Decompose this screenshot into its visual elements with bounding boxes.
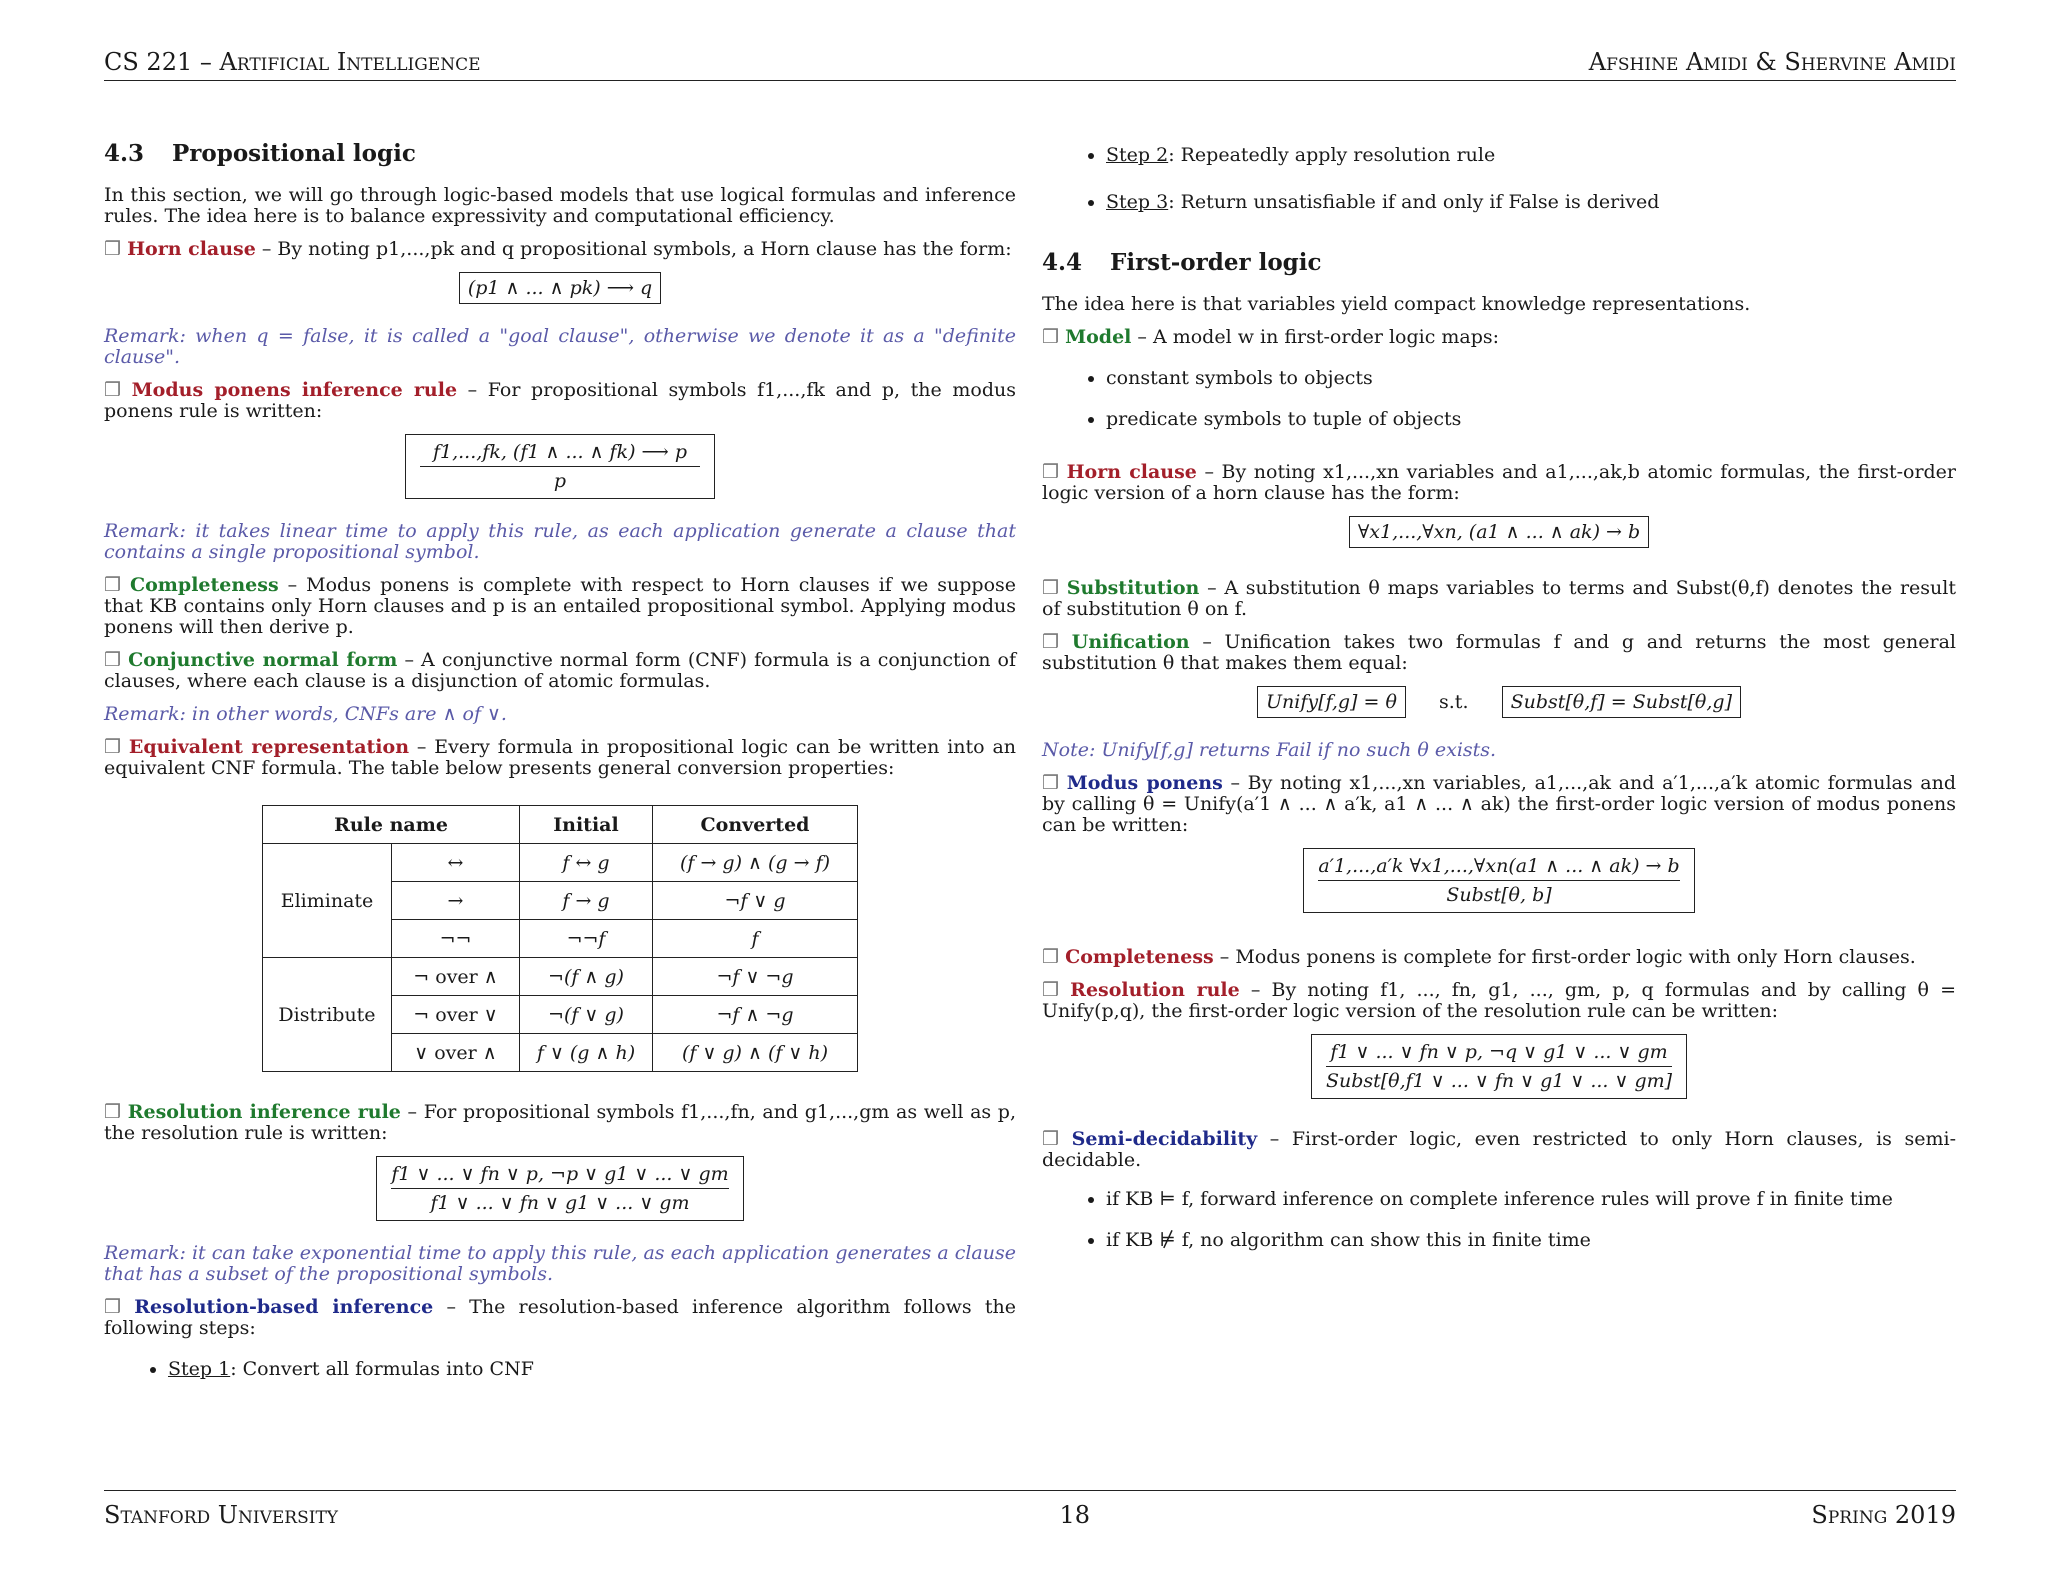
fol-completeness-text: – Modus ponens is complete for first-order logic with only Horn clauses. [1219,946,1916,968]
list-item [168,1359,1016,1380]
remark-linear-time: Remark: it takes linear time to apply this rule, as each application generate a clause that contains a single propositional symbol. [104,520,1016,563]
horn-formula: (p1 ∧ ... ∧ pk) ⟶ q [459,272,661,304]
cell-converted: (f ∨ g) ∧ (f ∨ h) [653,1034,858,1072]
cell-initial: ¬(f ∧ g) [520,958,653,996]
cell-initial: ¬¬f [520,920,653,958]
cell-converted: ¬f ∨ ¬g [653,958,858,996]
checkbox-icon: ❒ [104,574,131,596]
modus-rule-container [104,434,1016,499]
term-semi-decidability: Semi-decidability [1071,1128,1258,1150]
header-converted: Converted [653,806,858,844]
model-list [1042,368,1956,430]
list-item [1106,192,1956,213]
checkbox-icon: ❒ [104,1296,135,1318]
subst-equality-formula: Subst[θ,f] = Subst[θ,g] [1502,686,1741,718]
fol-horn-clause-paragraph [1042,462,1956,504]
section-number: 4.4 [1042,249,1083,276]
semi-decidability-text: – First-order logic, even restricted to only Horn clauses, is semi-decidable. [1042,1128,1956,1171]
fol-modus-ponens-rule [1303,848,1694,913]
rule-conclusion: f1 ∨ ... ∨ fn ∨ g1 ∨ ... ∨ gm [430,1192,690,1214]
list-item: • predicate symbols to tuple of objects [1106,409,1956,430]
equivalent-paragraph [104,737,1016,779]
step-text: : Return unsatisfiable if and only if False is derived [1168,191,1660,213]
list-item [1106,145,1956,166]
cell-converted: (f → g) ∧ (g → f) [653,844,858,882]
checkbox-icon: ❒ [1042,326,1066,348]
steps-list [104,1359,1016,1380]
rule-conclusion: Subst[θ, b] [1446,884,1552,906]
list-item: • constant symbols to objects [1106,368,1956,389]
semi-decidability-paragraph [1042,1129,1956,1171]
remark-cnf: Remark: in other words, CNFs are ∧ of ∨. [104,703,507,725]
unification-text: – Unification takes two formulas f and g and returns the most general substitution θ that makes them equal: [1042,631,1957,674]
left-column [104,140,1016,1400]
term-equivalent-representation: Equivalent representation [128,736,410,758]
unification-formula-container [1042,686,1956,718]
checkbox-icon: ❒ [1042,1128,1072,1150]
fol-resolution-text: – By noting f1, ..., fn, g1, ..., gm, p, q formulas and by calling θ = Unify(p,q), the first-order logic version of the resolution rule can be written: [1042,979,1956,1022]
term-substitution: Substitution [1066,577,1200,599]
list-item: • if KB ⊭ f, no algorithm can show this in finite time [1106,1230,1956,1251]
model-paragraph [1042,327,1956,348]
cnf-text: – A conjunctive normal form (CNF) formula is a conjunction of clauses, where each clause is a disjunction of atomic formulas. [104,649,1016,692]
fol-horn-formula: ∀x1,...,∀xn, (a1 ∧ ... ∧ ak) → b [1349,516,1649,548]
list-item: • if KB ⊨ f, forward inference on complete inference rules will prove f in finite time [1106,1189,1956,1210]
page-number: 18 [1059,1501,1090,1529]
cell-initial: ¬(f ∨ g) [520,996,653,1034]
checkbox-icon: ❒ [1042,946,1066,968]
fol-modus-ponens-paragraph [1042,773,1956,836]
page-header [104,42,1956,81]
unify-formula: Unify[f,g] = θ [1257,686,1406,718]
intro-paragraph: The idea here is that variables yield compact knowledge representations. [1042,293,1751,315]
cell-rule: ¬ over ∧ [392,958,520,996]
rule-conclusion: Subst[θ,f1 ∨ ... ∨ fn ∨ g1 ∨ ... ∨ gm] [1325,1070,1673,1092]
intro-paragraph: In this section, we will go through logic-based models that use logical formulas and inference rules. The idea here is to balance expressivity and computational efficiency. [104,184,1016,227]
step-label: Step 2 [1106,144,1169,166]
checkbox-icon: ❒ [104,736,129,758]
term-horn-clause: Horn clause [127,238,256,260]
term-completeness: Completeness [1065,946,1214,968]
checkbox-icon: ❒ [1042,631,1072,653]
checkbox-icon: ❒ [104,238,128,260]
resolution-rule-paragraph [104,1102,1016,1144]
checkbox-icon: ❒ [1042,461,1067,483]
term-unification: Unification [1071,631,1190,653]
checkbox-icon: ❒ [104,649,129,671]
model-text: – A model w in first-order logic maps: [1137,326,1500,348]
completeness-paragraph [104,575,1016,638]
header-authors: Afshine Amidi & Shervine Amidi [1588,48,1956,76]
checkbox-icon: ❒ [104,1101,128,1123]
cell-initial: f → g [520,882,653,920]
remark-goal-clause: Remark: when q = false, it is called a "goal clause", otherwise we denote it as a "definite clause". [104,325,1016,368]
cell-converted: f [653,920,858,958]
checkbox-icon: ❒ [1042,979,1071,1001]
rule-premises: f1 ∨ ... ∨ fn ∨ p, ¬p ∨ g1 ∨ ... ∨ gm [391,1163,728,1189]
cnf-paragraph [104,650,1016,692]
checkbox-icon: ❒ [1042,772,1067,794]
term-modus-ponens: Modus ponens [1066,772,1223,794]
cell-initial: f ↔ g [520,844,653,882]
rule-premises: f1,...,fk, (f1 ∧ ... ∧ fk) ⟶ p [420,441,700,467]
remark-exponential-time: Remark: it can take exponential time to apply this rule, as each application generates a clause that has a subset of the propositional symbols. [104,1242,1016,1285]
section-title: First-order logic [1110,249,1322,276]
page-footer [104,1490,1956,1529]
section-number: 4.3 [104,140,145,167]
resolution-rule-text: – For propositional symbols f1,...,fn, and g1,...,gm as well as p, the resolution rule is written: [104,1101,1017,1144]
cell-rule: ∨ over ∧ [392,1034,520,1072]
cell-rule: ↔ [392,844,520,882]
modus-ponens-text: – For propositional symbols f1,...,fk and p, the modus ponens rule is written: [104,379,1016,422]
checkbox-icon: ❒ [1042,577,1067,599]
table-row [263,958,858,996]
table-header-row [263,806,858,844]
substitution-paragraph [1042,578,1956,620]
table-row [263,844,858,882]
term-horn-clause: Horn clause [1066,461,1197,483]
horn-clause-paragraph [104,239,1016,260]
right-column [1042,145,1956,1271]
resolution-based-text: – The resolution-based inference algorithm follows the following steps: [104,1296,1017,1339]
unification-paragraph [1042,632,1956,674]
header-rule-name: Rule name [263,806,520,844]
horn-formula-container [104,272,1016,304]
fol-resolution-rule [1311,1034,1687,1099]
modus-ponens-paragraph [104,380,1016,422]
term-cnf: Conjunctive normal form [128,649,398,671]
horn-clause-text: – By noting p1,...,pk and q propositional symbols, a Horn clause has the form: [261,238,1012,260]
section-title: Propositional logic [172,140,416,167]
equivalent-text: – Every formula in propositional logic can be written into an equivalent CNF formula. The table below presents general conversion properties: [104,736,1017,779]
such-that-label: s.t. [1439,691,1469,713]
term-model: Model [1065,326,1132,348]
footer-term: Spring 2019 [1811,1501,1956,1529]
footer-university: Stanford University [104,1501,339,1529]
cell-rule: ¬ over ∨ [392,996,520,1034]
fol-completeness-paragraph [1042,947,1956,968]
header-initial: Initial [520,806,653,844]
rule-conclusion: p [553,470,567,492]
rule-premises: a′1,...,a′k ∀x1,...,∀xn(a1 ∧ ... ∧ ak) → b [1318,855,1679,881]
fol-horn-formula-container [1042,516,1956,548]
fol-modus-ponens-text: – By noting x1,...,xn variables, a1,...,ak and a′1,...,a′k atomic formulas and by calling θ = Unify(a′1 ∧ ... ∧ a′k, a1 ∧ ... ∧ ak) the first-order logic version of modus ponens can be written: [1042,772,1956,836]
steps-list-continued [1042,145,1956,213]
step-text: : Repeatedly apply resolution rule [1168,144,1496,166]
fol-horn-clause-text: – By noting x1,...,xn variables and a1,...,ak,b atomic formulas, the first-order logic version of a horn clause has the form: [1042,461,1957,504]
header-course: CS 221 – Artificial Intelligence [104,48,481,76]
fol-modus-rule-container [1042,848,1956,913]
group-eliminate: Eliminate [263,844,392,958]
resolution-rule-container [104,1156,1016,1221]
term-completeness: Completeness [130,574,279,596]
fol-resolution-rule-container [1042,1034,1956,1099]
term-modus-ponens: Modus ponens inference rule [131,379,458,401]
modus-ponens-rule [405,434,715,499]
section-heading-4-3 [104,140,1016,167]
term-resolution-rule: Resolution rule [1070,979,1240,1001]
cell-initial: f ∨ (g ∧ h) [520,1034,653,1072]
step-label: Step 1 [168,1358,231,1380]
fol-resolution-paragraph [1042,980,1956,1022]
completeness-text: – Modus ponens is complete with respect to Horn clauses if we suppose that KB contains only Horn clauses and p is an entailed propositional symbol. Applying modus ponens will then derive p. [104,574,1017,638]
note-unify-fail: Note: Unify[f,g] returns Fail if no such θ exists. [1042,739,1497,761]
substitution-text: – A substitution θ maps variables to terms and Subst(θ,f) denotes the result of substitution θ on f. [1042,577,1956,620]
group-distribute: Distribute [263,958,392,1072]
semi-decidability-list [1042,1189,1956,1251]
cell-converted: ¬f ∧ ¬g [653,996,858,1034]
term-resolution-based-inference: Resolution-based inference [134,1296,434,1318]
cell-rule: → [392,882,520,920]
conversion-table-container [104,805,1016,1072]
step-text: : Convert all formulas into CNF [230,1358,534,1380]
checkbox-icon: ❒ [104,379,132,401]
rule-premises: f1 ∨ ... ∨ fn ∨ p, ¬q ∨ g1 ∨ ... ∨ gm [1326,1041,1672,1067]
step-label: Step 3 [1106,191,1169,213]
cell-converted: ¬f ∨ g [653,882,858,920]
section-heading-4-4 [1042,249,1956,276]
resolution-based-paragraph [104,1297,1016,1339]
resolution-rule [376,1156,743,1221]
term-resolution-inference-rule: Resolution inference rule [127,1101,401,1123]
conversion-table [262,805,858,1072]
cell-rule: ¬¬ [392,920,520,958]
